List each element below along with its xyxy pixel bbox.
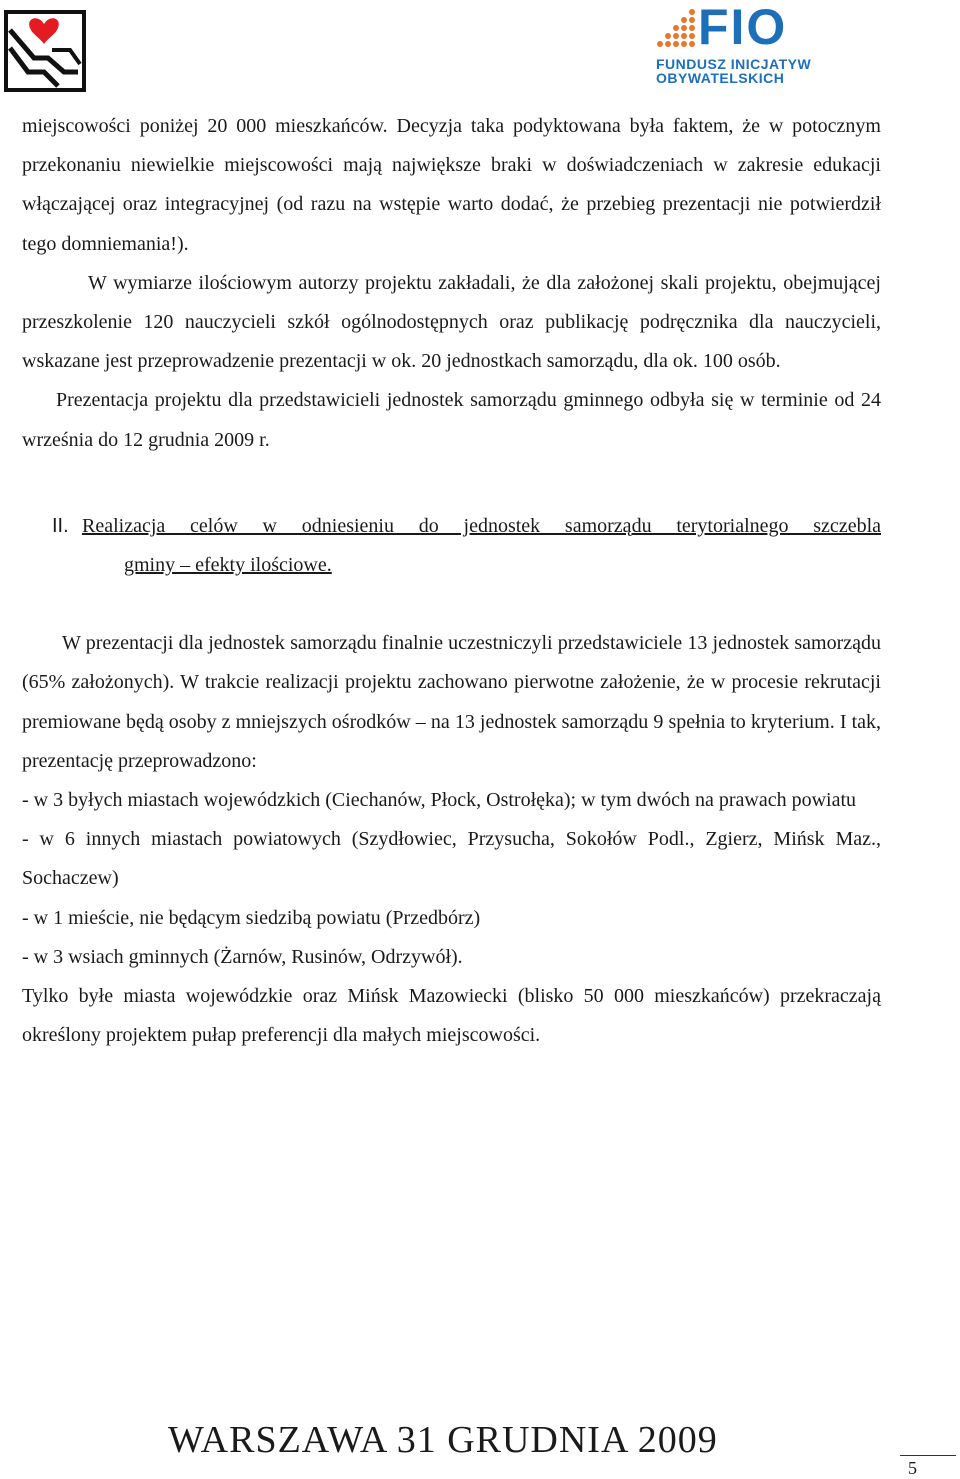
- section-heading: [22, 507, 881, 585]
- section-number: II.: [52, 514, 69, 537]
- list-item: - w 3 wsiach gminnych (Żarnów, Rusinów, Odrzywół).: [22, 945, 463, 968]
- paragraph-1: miejscowości poniżej 20 000 mieszkańców. Decyzja taka podyktowana była faktem, że w potocznym przekonaniu niewielkie miejscowości mają największe braki w doświadczeniach w zakresie edukacji włączającej oraz integracyjnej (od razu na wstępie warto dodać, że przebieg prezentacji nie potwierdził tego domniemania!).: [22, 115, 881, 255]
- heart-hands-logo-icon: [4, 10, 86, 92]
- footer-rule: [900, 1455, 956, 1456]
- paragraph-3: Prezentacja projektu dla przedstawicieli jednostek samorządu gminnego odbyła się w terminie od 24 września do 12 grudnia 2009 r.: [22, 389, 881, 451]
- fio-logo: [652, 0, 812, 86]
- paragraph-2: W wymiarze ilościowym autorzy projektu zakładali, że dla założonej skali projektu, obejmującej przeszkolenie 120 nauczycieli szkół ogólnodostępnych oraz publikację podręcznika dla nauczycieli, wskazane jest przeprowadzenie prezentacji w ok. 20 jednostkach samorządu, dla ok. 100 osób.: [22, 271, 881, 373]
- section-title-line2: gminy – efekty ilościowe.: [124, 554, 332, 577]
- footer-title: WARSZAWA 31 GRUDNIA 2009: [168, 1419, 718, 1461]
- list-item: - w 3 byłych miastach wojewódzkich (Ciechanów, Płock, Ostrołęka); w tym dwóch na prawach powiatu: [22, 789, 857, 812]
- page-number: 5: [908, 1458, 917, 1478]
- document-body: [22, 107, 881, 1055]
- paragraph-5: Tylko byłe miasta wojewódzkie oraz Mińsk Mazowiecki (blisko 50 000 mieszkańców) przekraczają określony projektem pułap preferencji dla małych miejscowości.: [22, 985, 881, 1047]
- fio-dots-logo-icon: [654, 8, 698, 52]
- paragraph-4: W prezentacji dla jednostek samorządu finalnie uczestniczyli przedstawiciele 13 jednostek samorządu (65% założonych). W trakcie realizacji projektu zachowano pierwotne założenie, że w procesie rekrutacji premiowane będą osoby z mniejszych ośrodków – na 13 jednostek samorządu 9 spełnia to kryterium. I tak, prezentację przeprowadzono:: [22, 632, 881, 772]
- list-item: - w 6 innych miastach powiatowych (Szydłowiec, Przysucha, Sokołów Podl., Zgierz, Mińsk Maz., Sochaczew): [22, 828, 881, 890]
- fio-logo-sub2: OBYWATELSKICH: [656, 70, 785, 86]
- fio-logo-sub1: FUNDUSZ INICJATYW: [656, 56, 812, 72]
- section-title-line1: Realizacja celów w odniesieniu do jednostek samorządu terytorialnego szczebla: [82, 514, 881, 537]
- fio-logo-title: FIO: [698, 0, 788, 55]
- list-item: - w 1 mieście, nie będącym siedzibą powiatu (Przedbórz): [22, 906, 481, 929]
